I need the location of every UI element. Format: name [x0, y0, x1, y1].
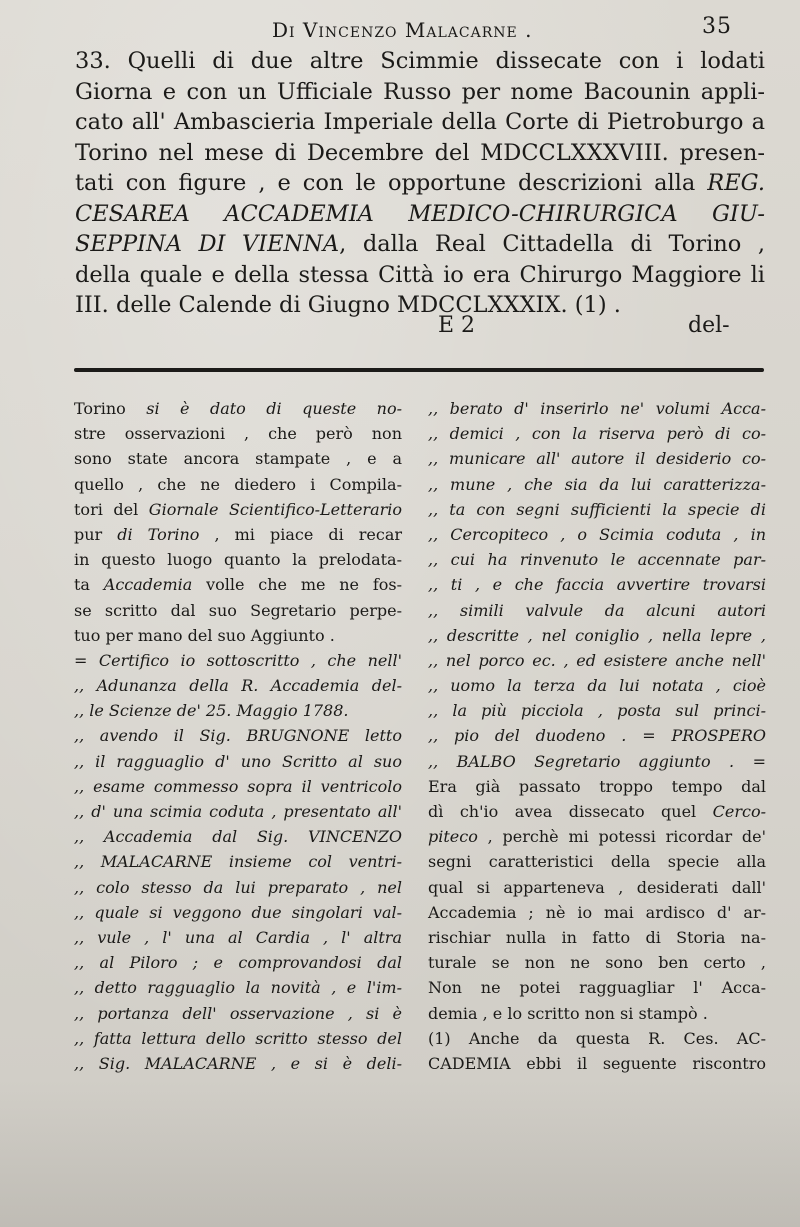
- text-segment: ,, quale si veggono due singolari val-: [74, 902, 402, 922]
- text-segment: ,, ti , e che faccia avvertire trovarsi: [428, 575, 766, 595]
- text-line: [428, 446, 766, 471]
- text-segment: CESAREA ACCADEMIA MEDICO-CHIRURGICA GIU-: [75, 200, 765, 227]
- text-line: [428, 547, 766, 572]
- text-segment: SEPPINA DI VIENNA: [75, 231, 340, 257]
- text-segment: in questo luogo quanto la prelodata-: [74, 550, 402, 570]
- text-line: [428, 572, 766, 597]
- text-line: [428, 673, 766, 698]
- text-segment: ,, al Piloro ; e comprovandosi dal: [74, 953, 402, 973]
- text-segment: sono state ancora stampate , e a: [74, 449, 402, 469]
- footnote-rule: [74, 368, 764, 372]
- text-line: [74, 900, 402, 925]
- text-segment: ,, ta con segni sufficienti la specie di: [428, 499, 766, 519]
- text-segment: Accademia ; nè io mai ardisco d' ar-: [428, 902, 766, 922]
- text-line: [428, 774, 766, 799]
- text-segment: REG.: [707, 170, 765, 196]
- text-line: [74, 522, 402, 547]
- text-segment: (1) Anche da questa R. Ces. AC-: [428, 1028, 766, 1048]
- text-segment: cato all' Ambascieria Imperiale della Corte di Pietroburgo a: [75, 109, 765, 135]
- text-line: [428, 497, 766, 522]
- text-line: [74, 623, 335, 648]
- text-line: [74, 598, 402, 623]
- text-line: [428, 925, 766, 950]
- text-line: [75, 168, 765, 199]
- text-line: [74, 1001, 402, 1026]
- text-line: [428, 875, 766, 900]
- text-line: [428, 698, 766, 723]
- text-line: [75, 199, 765, 230]
- text-line: [428, 1051, 766, 1076]
- catchword: del-: [688, 313, 730, 338]
- text-line: [75, 138, 765, 169]
- text-segment: stre osservazioni , che però non: [74, 424, 402, 444]
- text-line: [428, 623, 766, 648]
- text-segment: pur: [74, 524, 118, 544]
- text-line: [75, 229, 765, 260]
- text-segment: ,, le Scienze de' 25. Maggio 1788.: [74, 701, 349, 721]
- text-segment: tori del: [74, 499, 149, 519]
- text-segment: ,, nel porco ec. , ed esistere anche nell': [428, 650, 766, 670]
- text-line: [428, 1026, 766, 1051]
- text-segment: se scritto dal suo Segretario perpe-: [74, 600, 402, 620]
- text-segment: ,, d' una scimia coduta , presentato all': [74, 802, 402, 821]
- text-segment: ,, mune , che sia da lui caratterizza-: [428, 474, 766, 494]
- text-segment: ,, uomo la terza da lui notata , cioè: [428, 676, 766, 696]
- text-line: [74, 799, 402, 824]
- text-segment: , perchè mi potessi ricordar de': [477, 827, 766, 847]
- text-segment: Cerco-: [712, 802, 766, 821]
- text-line: [428, 749, 766, 774]
- text-line: [428, 1001, 708, 1026]
- text-line: [74, 396, 402, 421]
- text-line: [74, 648, 402, 673]
- text-segment: Giorna e con un Ufficiale Russo per nome Bacounin appli-: [75, 78, 765, 105]
- text-segment: Certifico io sottoscritto , che nell': [98, 650, 402, 670]
- text-line: [74, 472, 402, 497]
- text-segment: Accademia: [103, 575, 193, 595]
- text-segment: rischiar nulla in fatto di Storia na-: [428, 927, 766, 947]
- text-segment: ,, detto ragguaglio la novità , e l'im-: [74, 978, 402, 998]
- footnote-right-column: [428, 396, 768, 1076]
- text-line: [428, 824, 766, 849]
- running-head: [0, 14, 800, 44]
- text-segment: turale se non ne sono ben certo ,: [428, 953, 766, 973]
- text-segment: Giornale Scientifico-Letterario: [148, 499, 403, 519]
- text-segment: della quale e della stessa Città io era Chirurgo Maggiore li: [75, 261, 765, 288]
- text-line: [74, 925, 402, 950]
- text-segment: Era già passato troppo tempo dal: [428, 776, 766, 796]
- text-segment: ta: [74, 575, 104, 595]
- text-line: [74, 749, 402, 774]
- text-segment: CADEMIA ebbi il seguente riscontro: [428, 1053, 766, 1073]
- text-segment: III. delle Calende di Giugno MDCCLXXXIX. (1) .: [75, 292, 621, 318]
- text-line: [75, 107, 765, 138]
- footnote-left-column: [74, 396, 404, 1076]
- text-segment: ,, simili valvule da alcuni autori: [428, 600, 766, 620]
- text-line: [74, 824, 402, 849]
- text-line: [74, 698, 349, 723]
- text-line: [74, 723, 402, 748]
- text-segment: ,, vule , l' una al Cardia , l' altra: [74, 927, 402, 947]
- text-segment: ,, Sig. MALACARNE , e si è deli-: [74, 1053, 402, 1073]
- text-segment: segni caratteristici della specie alla: [428, 852, 766, 872]
- text-segment: , dalla Real Cittadella di Torino ,: [339, 231, 765, 257]
- text-segment: ,, Cercopiteco , o Scimia coduta , in: [428, 524, 766, 544]
- text-segment: ,, fatta lettura dello scritto stesso del: [74, 1028, 402, 1048]
- text-line: [428, 900, 766, 925]
- text-segment: ,, cui ha rinvenuto le accennate par-: [428, 550, 766, 570]
- signature-mark: E 2: [438, 313, 476, 338]
- text-line: [428, 522, 766, 547]
- text-line: [428, 975, 766, 1000]
- text-segment: ,, esame commesso sopra il ventricolo: [74, 776, 402, 796]
- text-segment: ,, descritte , nel coniglio , nella lepre ,: [428, 625, 766, 645]
- text-line: [75, 46, 765, 77]
- text-segment: tati con figure , e con le opportune descrizioni alla: [75, 170, 708, 196]
- text-segment: ,, BALBO Segretario aggiunto . =: [428, 751, 766, 771]
- text-segment: ,, Adunanza della R. Accademia del-: [74, 676, 402, 696]
- text-segment: demia , e lo scritto non si stampò .: [428, 1003, 708, 1023]
- text-line: [74, 950, 402, 975]
- text-segment: dì ch'io avea dissecato quel: [428, 802, 713, 821]
- text-segment: ,, portanza dell' osservazione , si è: [74, 1003, 402, 1023]
- text-line: [74, 875, 402, 900]
- signature-row: [0, 313, 800, 343]
- text-line: [428, 950, 766, 975]
- text-segment: =: [74, 650, 99, 670]
- text-segment: qual si apparteneva , desiderati dall': [428, 877, 766, 897]
- running-title: Di Vincenzo Malacarne .: [272, 18, 533, 42]
- text-line: [428, 396, 766, 421]
- text-line: [74, 1051, 402, 1076]
- text-segment: ,, pio del duodeno . = PROSPERO: [428, 726, 766, 746]
- text-line: [74, 1026, 402, 1051]
- text-segment: 33. Quelli di due altre Scimmie dissecate con i lodati: [75, 48, 765, 74]
- text-segment: Torino nel mese di Decembre del MDCCLXXXVIII. presen-: [75, 139, 765, 166]
- page-number: 35: [702, 14, 732, 39]
- text-segment: ,, municare all' autore il desiderio co-: [428, 449, 766, 469]
- text-line: [74, 572, 402, 597]
- text-line: [75, 77, 765, 108]
- text-segment: ,, Accademia dal Sig. VINCENZO: [74, 827, 402, 847]
- text-line: [74, 446, 402, 471]
- text-line: [74, 673, 402, 698]
- text-line: [428, 598, 766, 623]
- text-line: [74, 547, 402, 572]
- text-segment: ,, il ragguaglio d' uno Scritto al suo: [74, 751, 402, 771]
- text-line: [428, 723, 766, 748]
- text-line: [428, 799, 766, 824]
- text-line: [75, 260, 765, 291]
- text-segment: ,, colo stesso da lui preparato , nel: [74, 877, 402, 897]
- page-shadow: [0, 1080, 800, 1227]
- text-segment: quello , che ne diedero i Compila-: [74, 474, 402, 494]
- text-segment: ,, demici , con la riserva però di co-: [428, 424, 766, 444]
- text-segment: ,, avendo il Sig. BRUGNONE letto: [74, 726, 402, 746]
- text-segment: , mi piace di recar: [199, 524, 403, 544]
- text-segment: ,, berato d' inserirlo ne' volumi Acca-: [428, 399, 766, 418]
- text-line: [428, 421, 766, 446]
- text-line: [74, 421, 402, 446]
- text-segment: piteco: [428, 827, 478, 847]
- text-segment: ,, MALACARNE insieme col ventri-: [74, 852, 402, 872]
- text-segment: si è dato di queste no-: [125, 399, 402, 418]
- text-segment: tuo per mano del suo Aggiunto .: [74, 625, 335, 645]
- text-line: [74, 497, 402, 522]
- text-segment: Torino: [74, 399, 126, 418]
- text-line: [74, 849, 402, 874]
- text-segment: volle che me ne fos-: [192, 575, 402, 595]
- text-line: [428, 472, 766, 497]
- text-line: [428, 648, 766, 673]
- text-segment: ,, la più picciola , posta sul princi-: [428, 701, 766, 721]
- text-segment: Non ne potei ragguagliar l' Acca-: [428, 978, 766, 998]
- text-line: [74, 774, 402, 799]
- text-line: [74, 975, 402, 1000]
- text-segment: di Torino: [117, 524, 200, 544]
- upper-paragraph: [75, 46, 765, 321]
- text-line: [428, 849, 766, 874]
